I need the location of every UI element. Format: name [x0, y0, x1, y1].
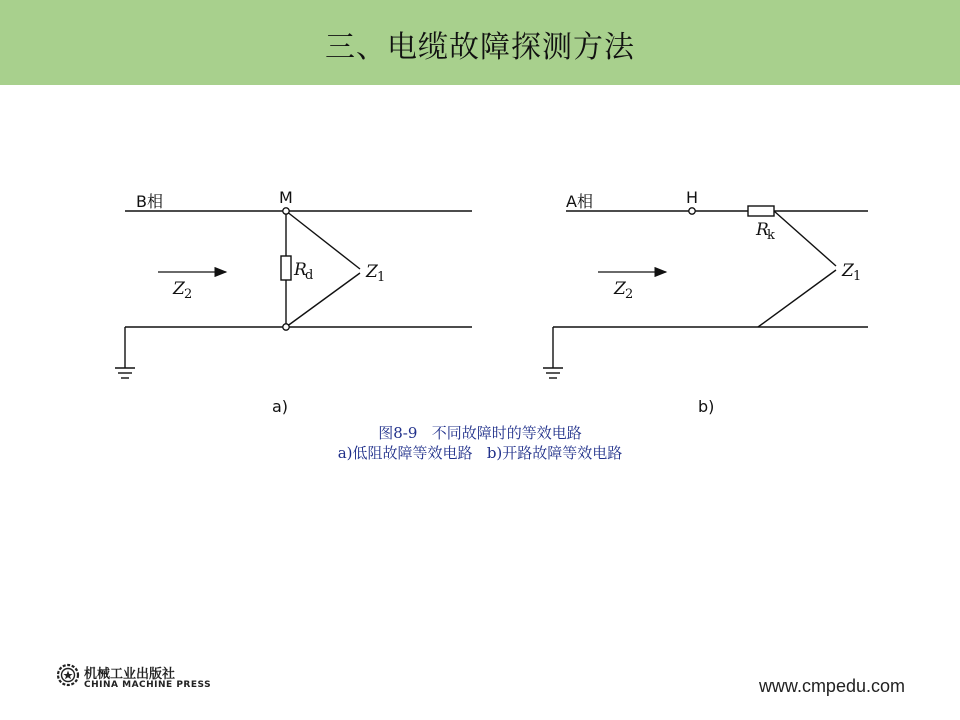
- title-bar: [0, 0, 960, 85]
- b-phase-label: B相: [136, 192, 163, 211]
- z1-branch-lower-b: [758, 270, 836, 327]
- rd-symbol: R: [294, 260, 307, 280]
- website-url: www.cmpedu.com: [758, 676, 905, 696]
- z2-subscript-a: 2: [184, 287, 193, 302]
- slide-title: 三、电缆故障探测方法: [325, 30, 635, 65]
- z1-symbol-b: Z: [842, 261, 854, 281]
- z2-symbol-a: Z: [173, 279, 185, 299]
- node-bottom-a: [283, 324, 289, 330]
- figure-caption: 图8-9 不同故障时的等效电路: [378, 424, 582, 442]
- panel-a-label: a): [272, 397, 289, 415]
- node-h: [689, 208, 695, 214]
- equivalent-circuit-figure: [0, 85, 960, 415]
- publisher-name-cn: 机械工业出版社: [84, 667, 176, 682]
- node-m: [283, 208, 289, 214]
- ground-symbol-a: [115, 368, 135, 378]
- node-m-label: M: [279, 188, 293, 207]
- z1-branch-lower-a: [286, 273, 360, 327]
- figure-subcaption: a)低阻故障等效电路 b)开路故障等效电路: [337, 444, 623, 462]
- z2-symbol-b: Z: [614, 279, 626, 299]
- resistor-rk: [748, 206, 774, 216]
- z1-symbol-a: Z: [366, 262, 378, 282]
- ground-symbol-b: [543, 368, 563, 378]
- panel-b-label: b): [698, 397, 715, 415]
- rk-symbol: R: [756, 220, 769, 240]
- resistor-rd: [281, 256, 291, 280]
- z1-branch-upper-b: [774, 211, 836, 266]
- panel-b: [543, 188, 868, 415]
- z1-subscript-b: 1: [853, 269, 862, 284]
- z2-subscript-b: 2: [625, 287, 634, 302]
- rk-subscript: k: [767, 228, 775, 243]
- gear-emblem-icon: [56, 663, 80, 687]
- panel-a: [115, 188, 472, 415]
- a-phase-label: A相: [566, 192, 593, 211]
- rd-subscript: d: [305, 268, 314, 283]
- z1-subscript-a: 1: [377, 270, 386, 285]
- publisher-name-en: CHINA MACHINE PRESS: [84, 680, 212, 690]
- node-h-label: H: [686, 188, 699, 207]
